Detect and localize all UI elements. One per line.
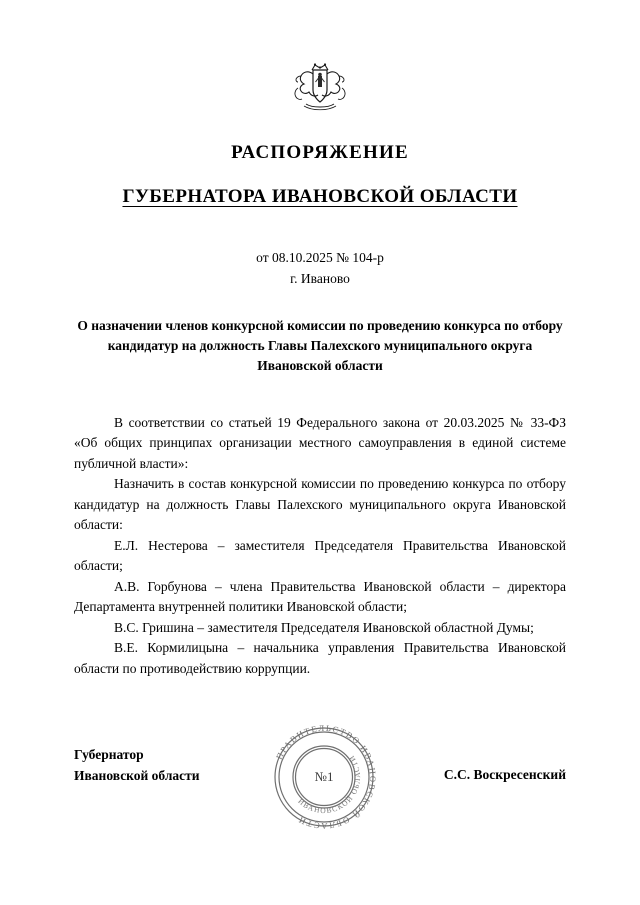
svg-text:ПРАВИТЕЛЬСТВО ИВАНОВСКОЙ ОБЛАС: ПРАВИТЕЛЬСТВО ИВАНОВСКОЙ ОБЛАСТИ	[273, 723, 379, 832]
body-paragraph: В соответствии со статьей 19 Федерального закона от 20.03.2025 № 33-ФЗ «Об общих принципах организации местного самоуправления в единой системе публичной власти»:	[74, 414, 566, 471]
stamp-number: №1	[314, 769, 334, 785]
document-title: РАСПОРЯЖЕНИЕ	[231, 142, 409, 163]
body-paragraph: А.В. Горбунова – члена Правительства Ивановской области – директора Департамента внутренней политики Ивановской области;	[74, 578, 566, 615]
body-paragraph: Е.Л. Нестерова – заместителя Председателя Правительства Ивановской области;	[74, 537, 566, 574]
body-paragraph: В.Е. Кормилицына – начальника управления Правительства Ивановской области по противодействию коррупции.	[74, 640, 566, 676]
signer-position-line2: Ивановской области	[74, 767, 200, 783]
body-paragraph: В.С. Гришина – заместителя Председателя Ивановской областной Думы;	[114, 619, 534, 635]
document-subtitle: ГУБЕРНАТОРА ИВАНОВСКОЙ ОБЛАСТИ	[122, 186, 518, 207]
document-meta	[0, 248, 640, 290]
signature-block	[74, 723, 566, 847]
coat-of-arms-emblem	[0, 0, 640, 116]
signer-position	[74, 745, 200, 786]
document-date-number: от 08.10.2025 № 104-р	[256, 250, 384, 265]
document-city: г. Иваново	[290, 270, 350, 286]
body-paragraph: Назначить в состав конкурсной комиссии по проведению конкурса по отбору кандидатур на должность Главы Палехского муниципального округа Ивановской области:	[74, 476, 566, 533]
document-subject: О назначении членов конкурсной комиссии по проведению конкурса по отбору кандидатур на должность Главы Палехского муниципального округа Ивановской области	[77, 317, 563, 374]
document-body	[74, 413, 566, 680]
signer-position-line1: Губернатор	[74, 747, 144, 763]
signer-name: С.С. Воскресенский	[443, 767, 566, 783]
svg-text:ИВАНОВСКОЙ ОБЛАСТИ: ИВАНОВСКОЙ ОБЛАСТИ	[296, 753, 363, 816]
official-stamp	[264, 717, 384, 837]
